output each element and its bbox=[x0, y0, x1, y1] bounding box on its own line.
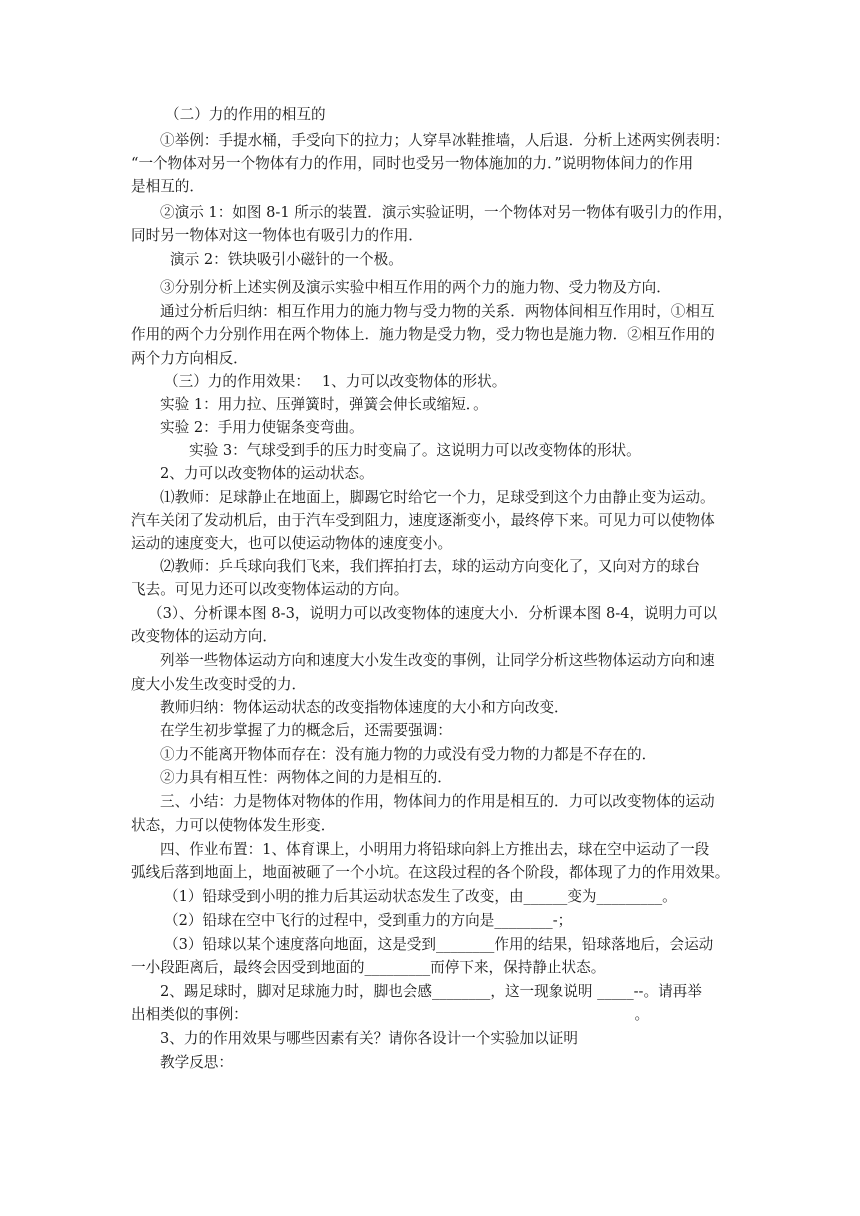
text-line: 三、小结：力是物体对物体的作用，物体间力的作用是相互的．力可以改变物体的运动 bbox=[160, 793, 715, 810]
text-line: ①举例：手提水桶，手受向下的拉力；人穿旱冰鞋推墙，人后退．分析上述两实例表明： bbox=[160, 132, 730, 149]
text-line: 作用的两个力分别作用在两个物体上．施力物是受力物，受力物也是施力物．②相互作用的 bbox=[131, 326, 715, 343]
text-line: 3、力的作用效果与哪些因素有关？请你各设计一个实验加以证明 bbox=[160, 1030, 578, 1047]
text-line: ①力不能离开物体而存在：没有施力物的力或没有受力物的力都是不存在的． bbox=[160, 746, 657, 763]
text-line: 一小段距离后，最终会因受到地面的_________而停下来，保持静止状态。 bbox=[131, 959, 606, 976]
text-line: （2）铅球在空中飞行的过程中，受到重力的方向是________-； bbox=[164, 912, 573, 929]
section-heading-2: （二）力的作用的相互的 bbox=[165, 106, 326, 123]
text-line: （3）、分析课本图 8-3，说明力可以改变物体的速度大小．分析课本图 8-4，说明力可以 bbox=[148, 605, 718, 622]
text-line: 实验 3：气球受到手的压力时变扁了。这说明力可以改变物体的形状。 bbox=[189, 442, 641, 459]
text-line: （3）铅球以某个速度落向地面，这是受到________作用的结果，铅球落地后，会运动 bbox=[164, 936, 714, 953]
text-line: 四、作业布置：1、体育课上，小明用力将铅球向斜上方推出去，球在空中运动了一段 bbox=[160, 841, 710, 858]
text-line: （1）铅球受到小明的推力后其运动状态发生了改变，由______变为_________。 bbox=[164, 888, 677, 905]
text-line: 教学反思： bbox=[160, 1054, 233, 1071]
text-line: 弧线后落到地面上，地面被砸了一个小坑。在这段过程的各个阶段，都体现了力的作用效果。 bbox=[131, 864, 730, 881]
text-line: 运动的速度变大，也可以使运动物体的速度变小。 bbox=[131, 535, 453, 552]
text-line: 出相类似的事例： 。 bbox=[131, 1006, 650, 1023]
text-line: 实验 2：手用力使锯条变弯曲。 bbox=[160, 419, 364, 436]
text-line: ②力具有相互性：两物体之间的力是相互的． bbox=[160, 769, 452, 786]
text-line: 演示 2：铁块吸引小磁针的一个极。 bbox=[170, 251, 403, 268]
text-line: “一个物体对另一个物体有力的作用，同时也受另一物体施加的力．”说明物体间力的作用 bbox=[131, 155, 694, 172]
text-line: 汽车关闭了发动机后，由于汽车受到阻力，速度逐渐变小，最终停下来。可见力可以使物体 bbox=[131, 512, 715, 529]
text-line: 2、力可以改变物体的运动状态。 bbox=[160, 465, 374, 482]
text-line: ③分别分析上述实例及演示实验中相互作用的两个力的施力物、受力物及方向． bbox=[160, 279, 671, 296]
text-line: ②演示 1：如图 8-1 所示的装置．演示实验证明，一个物体对另一物体有吸引力的作用， bbox=[160, 204, 733, 221]
section-heading-3: （三）力的作用效果： 1、力可以改变物体的形状。 bbox=[164, 373, 507, 390]
text-line: 飞去。可见力还可以改变物体运动的方向。 bbox=[131, 581, 409, 598]
text-line: 度大小发生改变时受的力． bbox=[131, 676, 307, 693]
text-line: 同时另一物体对这一物体也有吸引力的作用． bbox=[131, 227, 423, 244]
text-line: 通过分析后归纳：相互作用力的施力物与受力物的关系．两物体间相互作用时，①相互 bbox=[160, 303, 715, 320]
text-line: 实验 1：用力拉、压弹簧时，弹簧会伸长或缩短．。 bbox=[160, 396, 488, 413]
text-line: 状态，力可以使物体发生形变． bbox=[131, 817, 336, 834]
text-line: 2、踢足球时，脚对足球施力时，脚也会感________，这一现象说明 _____--。请再举 bbox=[160, 983, 702, 1000]
text-line: ⑵教师：乒乓球向我们飞来，我们挥拍打去，球的运动方向变化了，又向对方的球台 bbox=[160, 558, 700, 575]
text-line: 是相互的． bbox=[131, 178, 204, 195]
text-line: 改变物体的运动方向． bbox=[131, 628, 277, 645]
text-line: 教师归纳：物体运动状态的改变指物体速度的大小和方向改变． bbox=[160, 699, 569, 716]
text-line: ⑴教师：足球静止在地面上，脚踢它时给它一个力，足球受到这个力由静止变为运动。 bbox=[160, 489, 715, 506]
text-line: 两个力方向相反． bbox=[131, 350, 248, 367]
text-line: 在学生初步掌握了力的概念后，还需要强调： bbox=[160, 722, 452, 739]
text-line: 列举一些物体运动方向和速度大小发生改变的事例，让同学分析这些物体运动方向和速 bbox=[160, 652, 715, 669]
